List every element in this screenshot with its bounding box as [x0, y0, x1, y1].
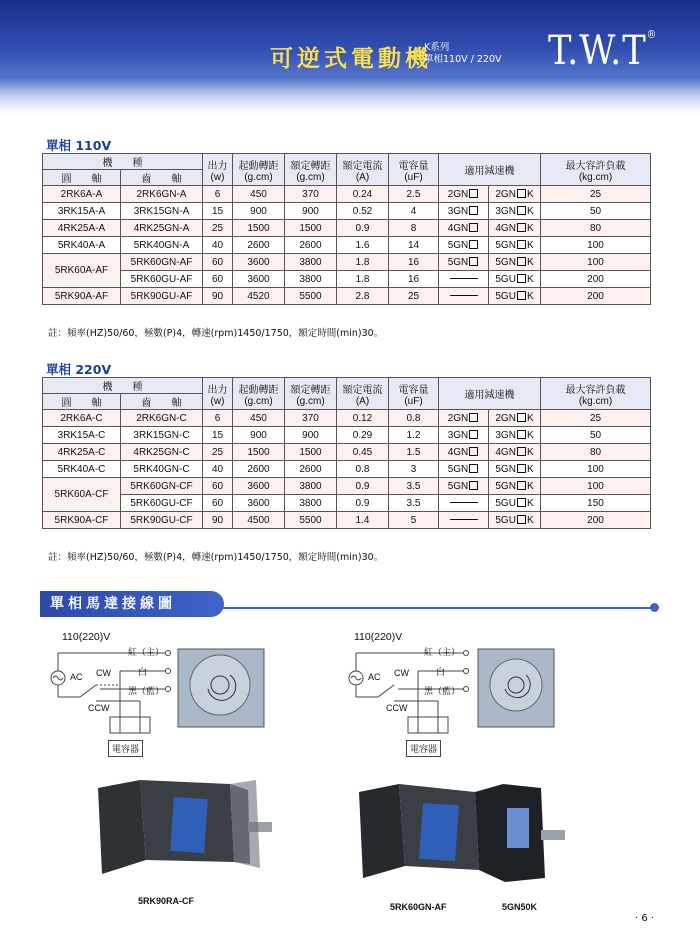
table-cell: 450 — [233, 410, 285, 427]
table-cell: 0.9 — [337, 478, 389, 495]
dash-icon — [450, 519, 478, 520]
table-cell: 5RK60GU-AF — [121, 271, 203, 288]
table-cell: 0.29 — [337, 427, 389, 444]
header-power: 出力 (w) — [203, 154, 233, 186]
cell-reducer-k: 3GN K — [489, 203, 541, 220]
table-row — [43, 495, 651, 512]
table-cell: 0.12 — [337, 410, 389, 427]
page-header — [0, 0, 700, 118]
table-row — [43, 186, 651, 203]
table-cell: 0.9 — [337, 495, 389, 512]
table-cell: 5RK90GU-CF — [121, 512, 203, 529]
table-cell: 370 — [285, 186, 337, 203]
table-cell: 3.5 — [389, 478, 439, 495]
cell-reducer-k: 5GN K — [489, 478, 541, 495]
cell-reducer-k: 5GN K — [489, 237, 541, 254]
cell-max-load: 80 — [541, 444, 651, 461]
checkbox-square-icon — [517, 240, 526, 249]
cell-round-shaft: 2RK6A-C — [43, 410, 121, 427]
page-title: 可逆式電動機 — [270, 46, 432, 72]
registered-mark: ® — [646, 28, 658, 41]
ccw-label: CCW — [386, 703, 408, 713]
checkbox-square-icon — [517, 430, 526, 439]
cell-max-load: 100 — [541, 478, 651, 495]
header-current: 額定電流 (A) — [337, 154, 389, 186]
checkbox-square-icon — [517, 189, 526, 198]
checkbox-square-icon — [469, 481, 478, 490]
table-note-220v: 註：頻率(HZ)50/60，極數(P)4，轉速(rpm)1450/1750，額定時間(min)30。 — [48, 552, 384, 563]
checkbox-square-icon — [517, 291, 526, 300]
table-cell: 60 — [203, 495, 233, 512]
series-voltage: 單相110V / 220V — [424, 54, 502, 65]
table-cell: 2600 — [233, 461, 285, 478]
cell-max-load: 100 — [541, 254, 651, 271]
ac-label: AC — [368, 672, 381, 682]
table-cell: 1.8 — [337, 271, 389, 288]
table-cell: 5RK60GN-AF — [121, 254, 203, 271]
motor-photo-5rk90 — [80, 778, 280, 888]
header-model: 機 種 — [43, 154, 203, 170]
wire-white-label: 白 — [436, 667, 446, 677]
header-cap: 電容量 (uF) — [389, 154, 439, 186]
table-cell: 1500 — [233, 220, 285, 237]
table-note-110v: 註：頻率(HZ)50/60，極數(P)4，轉速(rpm)1450/1750，額定時間(min)30。 — [48, 328, 384, 339]
cell-max-load: 150 — [541, 495, 651, 512]
table-cell: 900 — [285, 203, 337, 220]
checkbox-square-icon — [517, 464, 526, 473]
checkbox-square-icon — [517, 206, 526, 215]
header-load: 最大容許負載 (kg.cm) — [541, 154, 651, 186]
cell-reducer-gn: 5GN — [439, 254, 489, 271]
table-cell: 2RK6GN-C — [121, 410, 203, 427]
series-label — [424, 42, 502, 66]
header-start: 起動轉距 (g.cm) — [233, 378, 285, 410]
table-cell: 90 — [203, 512, 233, 529]
table-row — [43, 461, 651, 478]
table-row — [43, 410, 651, 427]
checkbox-square-icon — [469, 240, 478, 249]
cell-round-shaft: 4RK25A-C — [43, 444, 121, 461]
table-cell: 25 — [389, 288, 439, 305]
table-cell: 0.9 — [337, 220, 389, 237]
table-cell: 900 — [233, 203, 285, 220]
cell-reducer-k: 4GN K — [489, 444, 541, 461]
capacitor-label: 電容器 — [108, 740, 143, 757]
table-cell: 5RK60GU-CF — [121, 495, 203, 512]
table-cell: 15 — [203, 203, 233, 220]
table-cell: 25 — [203, 220, 233, 237]
table-cell: 5RK60GN-CF — [121, 478, 203, 495]
table-cell: 370 — [285, 410, 337, 427]
header-round: 圓 軸 — [43, 394, 121, 410]
table-cell: 5500 — [285, 288, 337, 305]
spec-table-220v — [42, 377, 651, 529]
checkbox-square-icon — [469, 464, 478, 473]
cell-max-load: 100 — [541, 461, 651, 478]
table-cell: 1.8 — [337, 254, 389, 271]
capacitor-label: 電容器 — [406, 740, 441, 757]
cell-reducer-k: 5GN K — [489, 461, 541, 478]
brand-text: T.W.T — [548, 28, 647, 74]
cell-max-load: 200 — [541, 288, 651, 305]
cell-reducer-gn — [439, 271, 489, 288]
cell-reducer-k: 5GU K — [489, 271, 541, 288]
cell-reducer-k: 5GU K — [489, 495, 541, 512]
motor3-caption: 5GN50K — [502, 902, 538, 912]
table-cell: 16 — [389, 271, 439, 288]
table-cell: 3800 — [285, 271, 337, 288]
motor1-caption: 5RK90RA-CF — [138, 896, 195, 906]
checkbox-square-icon — [517, 481, 526, 490]
table-cell: 3800 — [285, 478, 337, 495]
cell-max-load: 25 — [541, 186, 651, 203]
cw-label: CW — [96, 668, 111, 678]
table-cell: 5RK90GU-AF — [121, 288, 203, 305]
table-cell: 3RK15GN-C — [121, 427, 203, 444]
table-cell: 3600 — [233, 478, 285, 495]
header-gear: 齒 軸 — [121, 394, 203, 410]
table-cell: 2.5 — [389, 186, 439, 203]
cell-reducer-gn: 5GN — [439, 478, 489, 495]
cell-reducer-gn — [439, 495, 489, 512]
wiring-schematic — [40, 645, 280, 760]
table-cell: 40 — [203, 237, 233, 254]
table-cell: 5RK40GN-A — [121, 237, 203, 254]
wiring-schematic — [338, 645, 558, 760]
wire-red-label: 紅（主） — [128, 647, 165, 657]
checkbox-square-icon — [469, 189, 478, 198]
table-cell: 40 — [203, 461, 233, 478]
cell-round-shaft: 2RK6A-A — [43, 186, 121, 203]
cell-reducer-k: 2GN K — [489, 410, 541, 427]
table-row — [43, 220, 651, 237]
header-rated: 額定轉距 (g.cm) — [285, 378, 337, 410]
table-cell: 1500 — [285, 444, 337, 461]
cell-reducer-gn: 5GN — [439, 461, 489, 478]
checkbox-square-icon — [469, 413, 478, 422]
table-cell: 450 — [233, 186, 285, 203]
checkbox-square-icon — [517, 223, 526, 232]
cell-reducer-gn: 4GN — [439, 220, 489, 237]
checkbox-square-icon — [517, 274, 526, 283]
cell-reducer-gn: 5GN — [439, 237, 489, 254]
cell-reducer-k: 5GU K — [489, 512, 541, 529]
banner-dot — [650, 603, 659, 612]
wire-red-label: 紅（主） — [424, 647, 461, 657]
table-row — [43, 288, 651, 305]
table-cell: 3800 — [285, 495, 337, 512]
table-cell: 8 — [389, 220, 439, 237]
table-cell: 900 — [233, 427, 285, 444]
section-heading-110v: 單相 110V — [46, 138, 112, 153]
table-cell: 4500 — [233, 512, 285, 529]
checkbox-square-icon — [517, 498, 526, 507]
table-cell: 2600 — [285, 461, 337, 478]
cell-reducer-gn: 2GN — [439, 410, 489, 427]
cell-round-shaft: 5RK60A-AF — [43, 254, 121, 288]
table-row — [43, 478, 651, 495]
table-cell: 3.5 — [389, 495, 439, 512]
table-cell: 16 — [389, 254, 439, 271]
table-cell: 0.52 — [337, 203, 389, 220]
table-row — [43, 427, 651, 444]
cell-round-shaft: 4RK25A-A — [43, 220, 121, 237]
table-cell: 2RK6GN-A — [121, 186, 203, 203]
brand-logo — [548, 28, 657, 74]
cell-reducer-k: 2GN K — [489, 186, 541, 203]
motor2-caption: 5RK60GN-AF — [390, 902, 447, 912]
checkbox-square-icon — [517, 515, 526, 524]
cell-round-shaft: 3RK15A-A — [43, 203, 121, 220]
table-cell: 0.45 — [337, 444, 389, 461]
ccw-label: CCW — [88, 703, 110, 713]
table-cell: 2600 — [233, 237, 285, 254]
cell-max-load: 200 — [541, 512, 651, 529]
table-cell: 1.4 — [337, 512, 389, 529]
cell-reducer-gn: 2GN — [439, 186, 489, 203]
header-cap: 電容量 (uF) — [389, 378, 439, 410]
table-cell: 2.8 — [337, 288, 389, 305]
table-cell: 4RK25GN-C — [121, 444, 203, 461]
header-start: 起動轉距 (g.cm) — [233, 154, 285, 186]
table-row — [43, 271, 651, 288]
wire-black-label: 黑（藍） — [424, 686, 461, 696]
table-cell: 25 — [203, 444, 233, 461]
table-cell: 0.24 — [337, 186, 389, 203]
table-cell: 3800 — [285, 254, 337, 271]
table-cell: 1500 — [233, 444, 285, 461]
voltage-label: 110(220)V — [62, 631, 111, 643]
header-rated: 額定轉距 (g.cm) — [285, 154, 337, 186]
cell-reducer-gn: 3GN — [439, 203, 489, 220]
table-cell: 15 — [203, 427, 233, 444]
table-cell: 900 — [285, 427, 337, 444]
cell-reducer-gn — [439, 512, 489, 529]
checkbox-square-icon — [469, 430, 478, 439]
table-cell: 3600 — [233, 254, 285, 271]
table-cell: 3 — [389, 461, 439, 478]
ac-label: AC — [70, 672, 83, 682]
cell-reducer-k: 3GN K — [489, 427, 541, 444]
checkbox-square-icon — [469, 223, 478, 232]
cell-reducer-k: 5GN K — [489, 254, 541, 271]
header-model: 機 種 — [43, 378, 203, 394]
table-cell: 4520 — [233, 288, 285, 305]
cell-max-load: 50 — [541, 203, 651, 220]
header-reducer: 適用減速機 — [439, 154, 541, 186]
cw-label: CW — [394, 668, 409, 678]
cell-reducer-gn — [439, 288, 489, 305]
table-cell: 6 — [203, 186, 233, 203]
banner-rule — [214, 607, 654, 609]
spec-table-110v — [42, 153, 651, 305]
cell-max-load: 50 — [541, 427, 651, 444]
voltage-label: 110(220)V — [354, 631, 403, 643]
table-row — [43, 237, 651, 254]
cell-max-load: 25 — [541, 410, 651, 427]
header-power: 出力 (w) — [203, 378, 233, 410]
table-cell: 5500 — [285, 512, 337, 529]
cell-reducer-gn: 3GN — [439, 427, 489, 444]
header-round: 圓 軸 — [43, 170, 121, 186]
table-cell: 0.8 — [337, 461, 389, 478]
table-row — [43, 203, 651, 220]
table-cell: 1.5 — [389, 444, 439, 461]
table-cell: 4RK25GN-A — [121, 220, 203, 237]
table-cell: 90 — [203, 288, 233, 305]
table-row — [43, 444, 651, 461]
table-cell: 5 — [389, 512, 439, 529]
header-load: 最大容許負載 (kg.cm) — [541, 378, 651, 410]
header-gear: 齒 軸 — [121, 170, 203, 186]
table-cell: 60 — [203, 271, 233, 288]
cell-round-shaft: 5RK40A-C — [43, 461, 121, 478]
table-row — [43, 512, 651, 529]
cell-max-load: 80 — [541, 220, 651, 237]
cell-round-shaft: 3RK15A-C — [43, 427, 121, 444]
cell-round-shaft: 5RK90A-AF — [43, 288, 121, 305]
cell-reducer-k: 4GN K — [489, 220, 541, 237]
table-cell: 6 — [203, 410, 233, 427]
table-row — [43, 254, 651, 271]
checkbox-square-icon — [517, 257, 526, 266]
table-cell: 1500 — [285, 220, 337, 237]
section-heading-220v: 單相 220V — [46, 362, 112, 377]
cell-round-shaft: 5RK60A-CF — [43, 478, 121, 512]
table-cell: 2600 — [285, 237, 337, 254]
checkbox-square-icon — [469, 206, 478, 215]
table-cell: 3600 — [233, 495, 285, 512]
series-name: K系列 — [424, 42, 450, 53]
table-cell: 3600 — [233, 271, 285, 288]
checkbox-square-icon — [517, 413, 526, 422]
dash-icon — [450, 295, 478, 296]
page-number: · 6 · — [635, 913, 655, 924]
table-cell: 14 — [389, 237, 439, 254]
checkbox-square-icon — [469, 447, 478, 456]
wiring-section-banner: 單相馬達接線圖 — [40, 591, 224, 617]
header-gradient-stripe — [0, 78, 700, 118]
table-cell: 4 — [389, 203, 439, 220]
dash-icon — [450, 278, 478, 279]
wire-black-label: 黑（藍） — [128, 686, 165, 696]
motor-photo-5rk60gn — [345, 778, 570, 893]
cell-reducer-k: 5GU K — [489, 288, 541, 305]
cell-reducer-gn: 4GN — [439, 444, 489, 461]
cell-max-load: 100 — [541, 237, 651, 254]
table-cell: 5RK40GN-C — [121, 461, 203, 478]
table-cell: 3RK15GN-A — [121, 203, 203, 220]
cell-round-shaft: 5RK40A-A — [43, 237, 121, 254]
wire-white-label: 白 — [138, 667, 148, 677]
table-cell: 1.2 — [389, 427, 439, 444]
cell-max-load: 200 — [541, 271, 651, 288]
dash-icon — [450, 502, 478, 503]
table-cell: 1.6 — [337, 237, 389, 254]
cell-round-shaft: 5RK90A-CF — [43, 512, 121, 529]
table-cell: 0.8 — [389, 410, 439, 427]
header-reducer: 適用減速機 — [439, 378, 541, 410]
checkbox-square-icon — [517, 447, 526, 456]
table-cell: 60 — [203, 478, 233, 495]
table-cell: 60 — [203, 254, 233, 271]
header-current: 額定電流 (A) — [337, 378, 389, 410]
checkbox-square-icon — [469, 257, 478, 266]
